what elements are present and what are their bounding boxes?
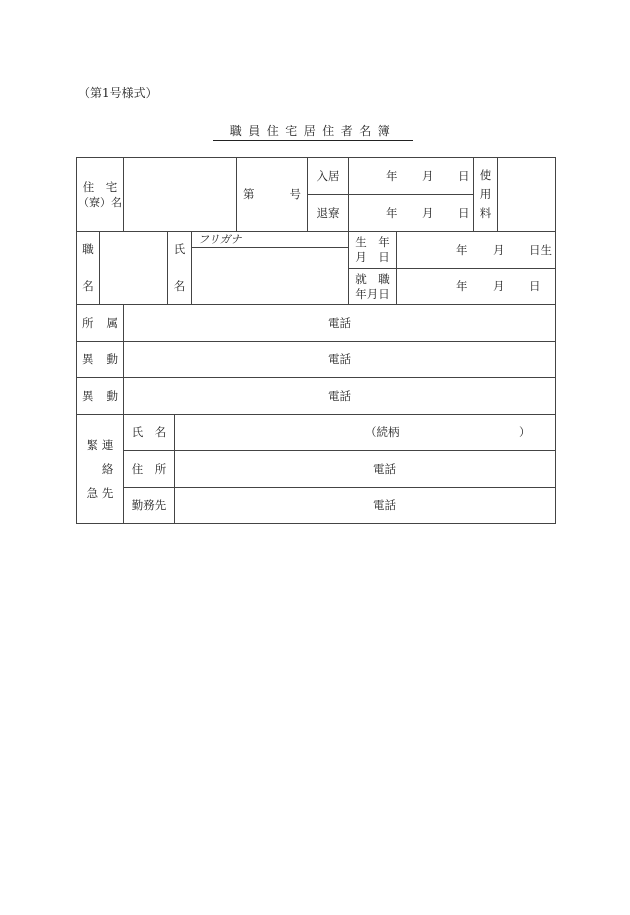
- residence-name-field[interactable]: [124, 158, 236, 231]
- day-label: 日: [458, 168, 470, 183]
- job-title-label: 職 名: [82, 242, 94, 293]
- relationship-close-paren: ）: [519, 425, 531, 439]
- phone-label: 電話: [328, 315, 351, 330]
- residence-number-field[interactable]: [237, 158, 307, 231]
- usage-fee-field[interactable]: [498, 158, 555, 231]
- move-out-date-field[interactable]: [349, 195, 473, 231]
- day-born-label: 日生: [529, 242, 552, 257]
- full-name-field[interactable]: [192, 248, 348, 304]
- emergency-address-label: 住 所: [131, 461, 167, 476]
- form-number: （第1号様式）: [78, 86, 158, 100]
- transfer-field-1[interactable]: [124, 342, 555, 377]
- move-in-date-field[interactable]: [349, 158, 473, 194]
- employment-date-field[interactable]: [397, 269, 555, 304]
- year-label: 年: [386, 168, 398, 183]
- birth-date-label: 生 年 月 日: [355, 235, 390, 264]
- emergency-workplace-field[interactable]: [175, 488, 555, 523]
- month-label: 月: [493, 242, 505, 257]
- number-suffix: 号: [289, 187, 301, 201]
- phone-label: 電話: [373, 461, 396, 476]
- emergency-name-field[interactable]: [175, 415, 555, 450]
- month-label: 月: [422, 168, 434, 183]
- transfer-label-1: 異 動: [82, 352, 118, 366]
- emergency-name-label: 氏 名: [131, 425, 167, 439]
- affiliation-label: 所 属: [82, 315, 118, 330]
- month-label: 月: [493, 279, 505, 293]
- table-border-bottom: [76, 523, 556, 524]
- employment-date-label: 就 職 年月日: [355, 271, 390, 301]
- emergency-workplace-label: 勤務先: [131, 498, 167, 512]
- relationship-open-label: （続柄: [365, 425, 400, 439]
- emergency-address-field[interactable]: [175, 451, 555, 487]
- year-label: 年: [456, 242, 468, 257]
- furigana-field[interactable]: [192, 232, 348, 247]
- year-label: 年: [456, 279, 468, 293]
- move-in-label: 入居: [316, 168, 340, 183]
- residence-name-label: 住 宅 （寮）名: [78, 179, 122, 209]
- document-title: 職員住宅居住者名簿: [213, 122, 413, 141]
- transfer-label-2: 異 動: [82, 388, 118, 403]
- emergency-contact-label: 緊 連 絡 急 先: [86, 438, 114, 500]
- job-title-field[interactable]: [100, 232, 167, 304]
- move-out-label: 退寮: [316, 205, 340, 220]
- name-label: 氏 名: [173, 242, 186, 293]
- year-label: 年: [386, 205, 398, 220]
- usage-fee-label: 使 用 料: [479, 168, 492, 220]
- transfer-field-2[interactable]: [124, 378, 555, 414]
- day-label: 日: [458, 205, 470, 220]
- birth-date-field[interactable]: [397, 232, 555, 268]
- day-label: 日: [529, 279, 541, 293]
- month-label: 月: [422, 205, 434, 220]
- furigana-label: フリガナ: [198, 233, 242, 246]
- phone-label: 電話: [328, 352, 351, 366]
- number-prefix: 第: [243, 187, 255, 201]
- phone-label: 電話: [373, 498, 396, 512]
- phone-label: 電話: [328, 388, 351, 403]
- affiliation-field[interactable]: [124, 305, 555, 341]
